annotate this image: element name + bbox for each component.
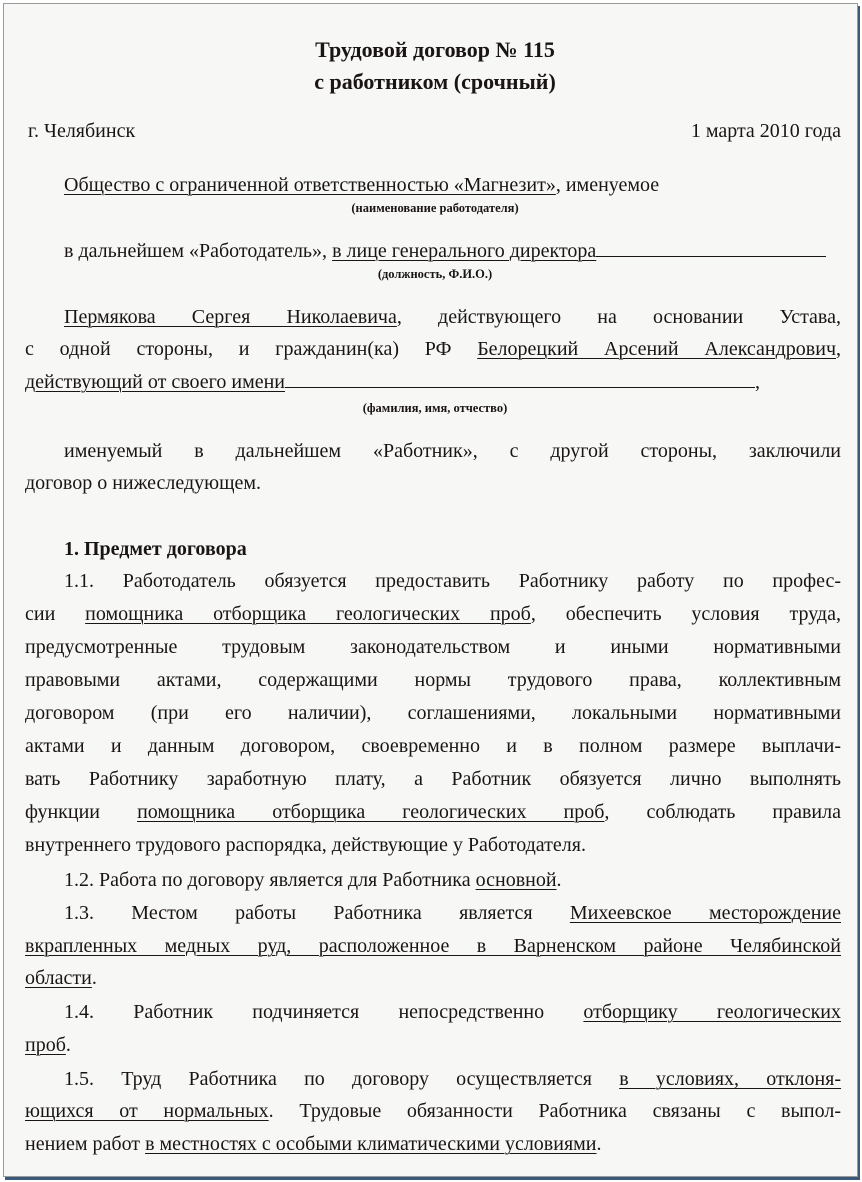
text-segment: 1.1. Работодатель обязуется предоставить Работнику работу по профес- bbox=[64, 570, 841, 592]
date: 1 марта 2010 года bbox=[690, 120, 841, 142]
text-line bbox=[25, 965, 841, 991]
text-line bbox=[25, 369, 760, 395]
text-segment: , bbox=[755, 371, 761, 393]
text-line bbox=[25, 667, 841, 693]
text-line bbox=[25, 1098, 841, 1124]
text-line bbox=[25, 799, 841, 825]
city: г. Челябинск bbox=[28, 120, 136, 142]
text-line bbox=[64, 900, 841, 926]
filled-field: вкрапленных медных руд, расположенное в Варненском районе Челябинской bbox=[25, 935, 841, 957]
text-segment: . bbox=[65, 1034, 71, 1056]
text-segment: (наименование работодателя) bbox=[351, 201, 519, 215]
filled-field: основной bbox=[475, 869, 557, 891]
text-segment: функции bbox=[25, 801, 138, 823]
text-segment: договор о нижеследующем. bbox=[25, 472, 262, 494]
text-line bbox=[64, 867, 841, 893]
blank-field-line bbox=[285, 369, 755, 388]
text-segment: , bbox=[836, 338, 841, 360]
filled-field: помощника отборщика геологических проб bbox=[137, 801, 605, 823]
filled-field: области bbox=[25, 967, 92, 989]
text-line bbox=[64, 999, 841, 1025]
filled-field: в условиях, отклоня- bbox=[619, 1068, 841, 1090]
document-page bbox=[3, 3, 858, 1177]
text-segment: 1.3. Местом работы Работника является bbox=[64, 902, 570, 924]
text-line bbox=[64, 1066, 841, 1092]
text-line bbox=[25, 336, 841, 362]
text-line bbox=[25, 634, 841, 660]
filled-field: Белорецкий Арсений Александрович bbox=[477, 338, 836, 360]
text-segment: . Трудовые обязанности Работника связаны с выпол- bbox=[268, 1100, 841, 1122]
field-caption bbox=[4, 266, 862, 282]
field-caption bbox=[4, 200, 862, 216]
text-segment: . bbox=[556, 869, 562, 891]
text-segment: , действующего на основании Устава, bbox=[396, 306, 841, 328]
text-segment: 1.4. Работник подчиняется непосредственно bbox=[64, 1001, 584, 1023]
text-line bbox=[25, 933, 841, 959]
text-segment: 1.5. Труд Работника по договору осуществляется bbox=[64, 1068, 620, 1090]
text-segment: 1. Предмет договора bbox=[64, 538, 247, 560]
text-line bbox=[64, 238, 826, 264]
text-line bbox=[25, 733, 841, 759]
text-line bbox=[25, 1032, 841, 1058]
text-segment: внутреннего трудового распорядка, действующие у Работодателя. bbox=[25, 834, 586, 856]
text-line bbox=[64, 304, 841, 330]
text-segment: правовыми актами, содержащими нормы трудового права, коллективным bbox=[25, 669, 841, 691]
text-line bbox=[25, 700, 841, 726]
text-line bbox=[25, 766, 841, 792]
text-segment: с одной стороны, и гражданин(ка) РФ bbox=[25, 338, 478, 360]
text-segment: , именуемое bbox=[555, 174, 660, 196]
document-title: Трудовой договор № 115 bbox=[315, 37, 555, 62]
text-segment: . bbox=[91, 967, 97, 989]
text-line bbox=[25, 601, 841, 627]
text-segment: (фамилия, имя, отчество) bbox=[362, 401, 508, 415]
document-subtitle: с работником (срочный) bbox=[314, 69, 556, 94]
filled-field: проб bbox=[25, 1034, 66, 1056]
text-line bbox=[25, 832, 841, 858]
text-segment: в дальнейшем «Работодатель», bbox=[64, 240, 333, 262]
text-segment: нением работ bbox=[25, 1133, 146, 1155]
text-segment: 1.2. Работа по договору является для Работника bbox=[64, 869, 476, 891]
section-heading bbox=[64, 536, 564, 562]
field-caption bbox=[4, 400, 862, 416]
text-segment: (должность, Ф.И.О.) bbox=[377, 267, 493, 281]
text-segment: договором (при его наличии), соглашениями, локальными нормативными bbox=[25, 702, 841, 724]
filled-field: Михеевское месторождение bbox=[569, 902, 841, 924]
filled-field: отборщику геологических bbox=[583, 1001, 842, 1023]
text-segment: сии bbox=[25, 603, 86, 625]
filled-field: ющихся от нормальных bbox=[25, 1100, 269, 1122]
text-line bbox=[64, 438, 841, 464]
filled-field: Общество с ограниченной ответственностью «Магнезит» bbox=[64, 174, 556, 196]
filled-field: Пермякова Сергея Николаевича bbox=[64, 306, 397, 328]
text-segment: вать Работнику заработную плату, а Работник обязуется лично выполнять bbox=[25, 768, 841, 790]
filled-field: в лице генерального директора bbox=[332, 240, 597, 262]
blank-field-line bbox=[596, 238, 826, 257]
text-line bbox=[25, 470, 841, 496]
filled-field: в местностях с особыми климатическими условиями bbox=[145, 1133, 597, 1155]
text-segment: , соблюдать правила bbox=[604, 801, 841, 823]
filled-field: помощника отборщика геологических проб bbox=[85, 603, 531, 625]
text-segment: актами и данным договором, своевременно и в полном размере выплачи- bbox=[25, 735, 841, 757]
text-segment: именуемый в дальнейшем «Работник», с другой стороны, заключили bbox=[64, 440, 841, 462]
text-segment: , обеспечить условия труда, bbox=[530, 603, 841, 625]
text-line bbox=[64, 172, 834, 198]
text-segment: предусмотренные трудовым законодательством и иными нормативными bbox=[25, 636, 841, 658]
filled-field: действующий от своего имени bbox=[25, 371, 286, 393]
text-line bbox=[64, 568, 841, 594]
text-line bbox=[25, 1131, 841, 1157]
text-segment: . bbox=[596, 1133, 602, 1155]
